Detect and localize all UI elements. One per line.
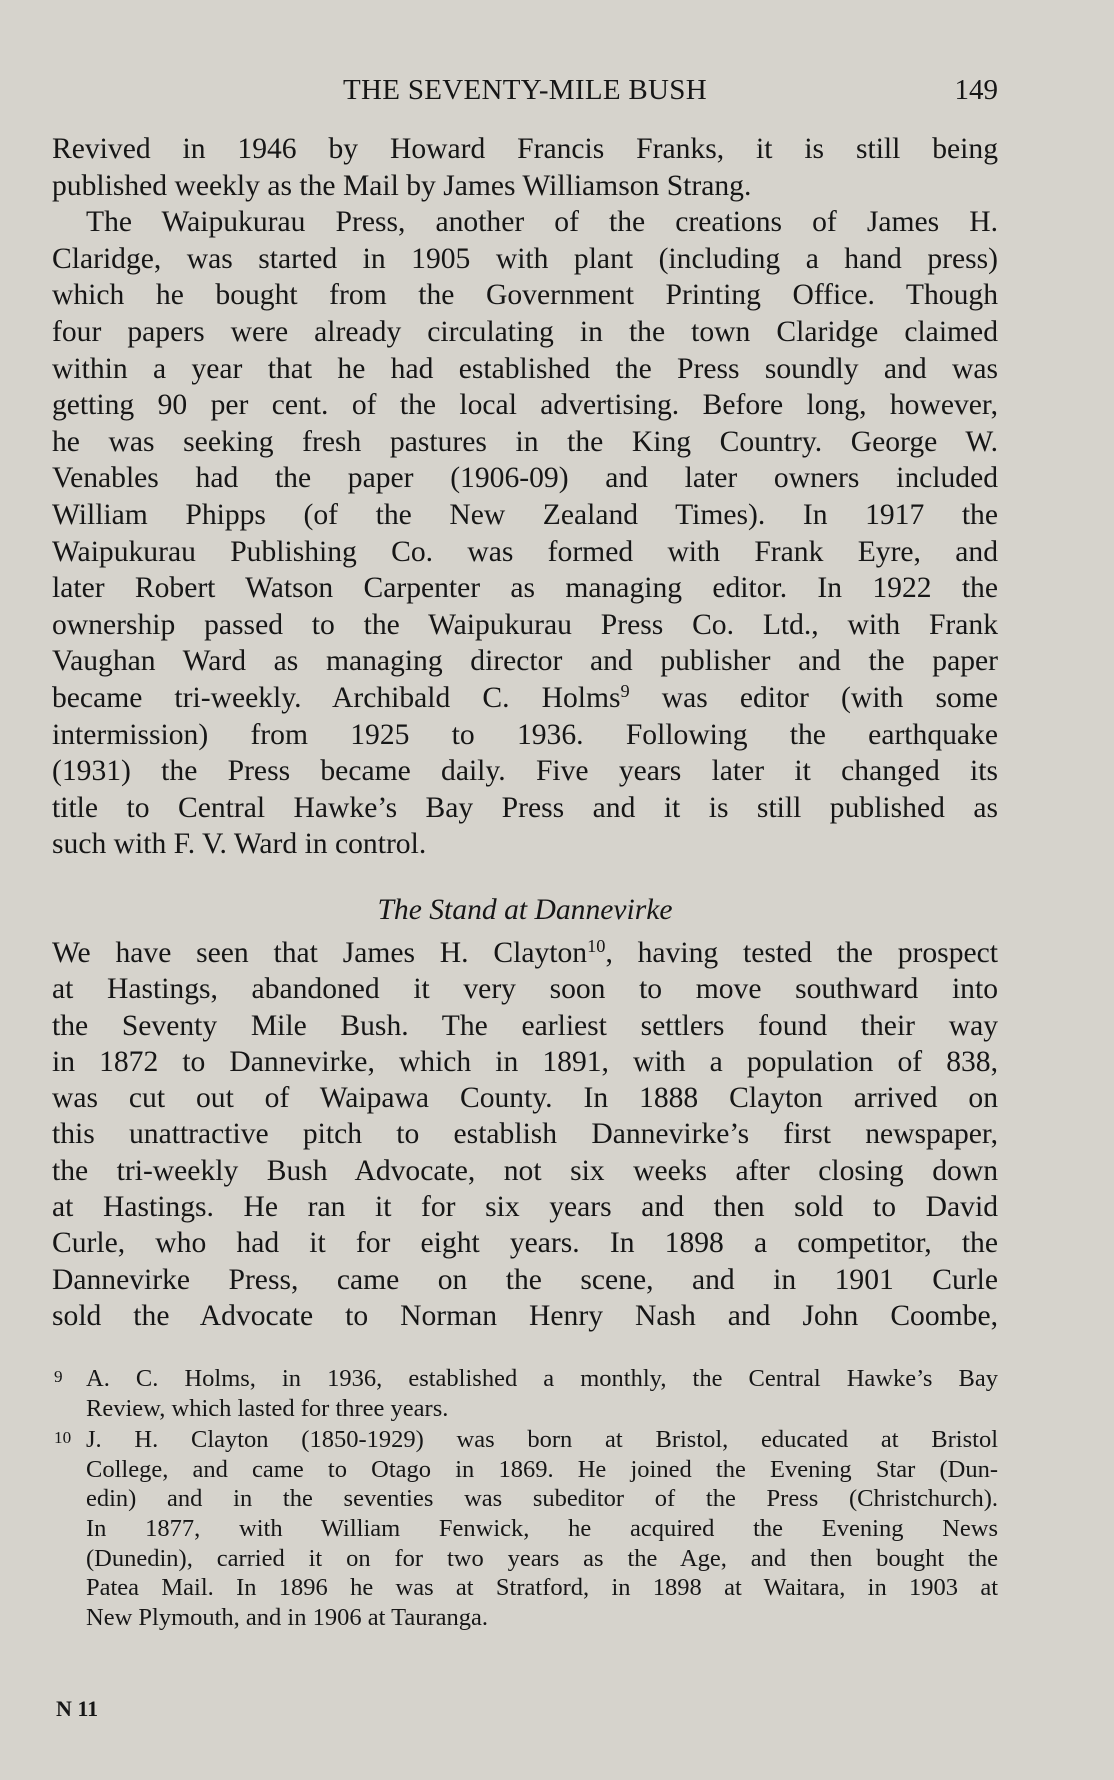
text-line: within a year that he had established the Press soundly and was <box>52 352 998 385</box>
footnote-9 <box>52 1364 998 1423</box>
text-line: sold the Advocate to Norman Henry Nash and John Coombe, <box>52 1299 998 1332</box>
text-fragment: We have seen that James H. Clayton <box>52 937 588 969</box>
footnote-ref-10[interactable]: 10 <box>587 935 606 956</box>
text-line: at Hastings. He ran it for six years and then sold to David <box>52 1191 998 1224</box>
text-line: Vaughan Ward as managing director and publisher and the paper <box>52 645 998 678</box>
footnote-line: Review, which lasted for three years. <box>86 1394 449 1422</box>
footnote-line: College, and came to Otago in 1869. He joined the Evening Star (Dun- <box>86 1455 998 1483</box>
footnote-number: 10 <box>54 1428 72 1448</box>
text-line: getting 90 per cent. of the local advertising. Before long, however, <box>52 389 998 422</box>
text-fragment: was editor (with some <box>629 681 998 714</box>
footnote-ref-9[interactable]: 9 <box>620 680 630 701</box>
text-line: ownership passed to the Waipukurau Press Co. Ltd., with Frank <box>52 608 998 641</box>
text-line: (1931) the Press became daily. Five years later it changed its <box>52 755 998 788</box>
text-line: four papers were already circulating in the town Claridge claimed <box>52 315 998 348</box>
footnotes <box>52 1364 998 1634</box>
running-head-title: THE SEVENTY-MILE BUSH <box>343 74 707 106</box>
footnote-line: Patea Mail. In 1896 he was at Stratford, in 1898 at Waitara, in 1903 at <box>86 1574 998 1602</box>
footnote-line: New Plymouth, and in 1906 at Tauranga. <box>86 1603 489 1631</box>
text-line: Dannevirke Press, came on the scene, and in 1901 Curle <box>52 1263 998 1296</box>
text-line: intermission) from 1925 to 1936. Following the earthquake <box>52 718 998 751</box>
text-line: Venables had the paper (1906-09) and later owners included <box>52 462 998 495</box>
text-line: he was seeking fresh pastures in the King Country. George W. <box>52 425 998 458</box>
footnote-line: (Dunedin), carried it on for two years as the Age, and then bought the <box>86 1544 998 1572</box>
text-line: later Robert Watson Carpenter as managing editor. In 1922 the <box>52 572 998 605</box>
text-fragment: , having tested the prospect <box>605 937 998 969</box>
text-line: title to Central Hawke’s Bay Press and it is still published as <box>52 791 998 824</box>
signature-mark: N 11 <box>56 1696 99 1721</box>
section-heading: The Stand at Dannevirke <box>377 894 673 926</box>
footnote-line: In 1877, with William Fenwick, he acquired the Evening News <box>86 1514 998 1542</box>
text-line: Claridge, was started in 1905 with plant (including a hand press) <box>52 242 998 275</box>
text-line: published weekly as the Mail by James Williamson Strang. <box>52 169 752 202</box>
text-line: which he bought from the Government Printing Office. Though <box>52 279 998 312</box>
text-line-with-footnote-ref <box>52 935 998 971</box>
footnote-number: 9 <box>54 1367 63 1386</box>
body-text-upper <box>52 131 998 863</box>
text-line: The Waipukurau Press, another of the creations of James H. <box>86 206 998 239</box>
running-head <box>52 70 998 110</box>
footnote-line: A. C. Holms, in 1936, established a monthly, the Central Hawke’s Bay <box>86 1365 998 1392</box>
footnote-10 <box>52 1425 998 1632</box>
text-line: William Phipps (of the New Zealand Times). In 1917 the <box>52 498 998 531</box>
text-line: Curle, who had it for eight years. In 1898 a competitor, the <box>52 1227 998 1260</box>
text-line: Waipukurau Publishing Co. was formed with Frank Eyre, and <box>52 535 998 568</box>
text-line: such with F. V. Ward in control. <box>52 828 427 861</box>
footnote-line: J. H. Clayton (1850-1929) was born at Bristol, educated at Bristol <box>86 1426 998 1454</box>
body-text-lower <box>52 935 998 1334</box>
text-line: the tri-weekly Bush Advocate, not six weeks after closing down <box>52 1154 998 1187</box>
text-line-with-footnote-ref <box>52 680 998 717</box>
text-line: at Hastings, abandoned it very soon to move southward into <box>52 973 998 1006</box>
text-line: was cut out of Waipawa County. In 1888 Clayton arrived on <box>52 1082 998 1115</box>
text-line: this unattractive pitch to establish Dannevirke’s first newspaper, <box>52 1118 998 1151</box>
page-number: 149 <box>954 74 998 106</box>
text-line: Revived in 1946 by Howard Francis Franks, it is still being <box>52 133 998 165</box>
text-line: the Seventy Mile Bush. The earliest settlers found their way <box>52 1009 998 1042</box>
footnote-line: edin) and in the seventies was subeditor of the Press (Christchurch). <box>86 1485 998 1513</box>
text-fragment: became tri-weekly. Archibald C. Holms <box>52 681 621 714</box>
text-line: in 1872 to Dannevirke, which in 1891, with a population of 838, <box>52 1045 998 1078</box>
